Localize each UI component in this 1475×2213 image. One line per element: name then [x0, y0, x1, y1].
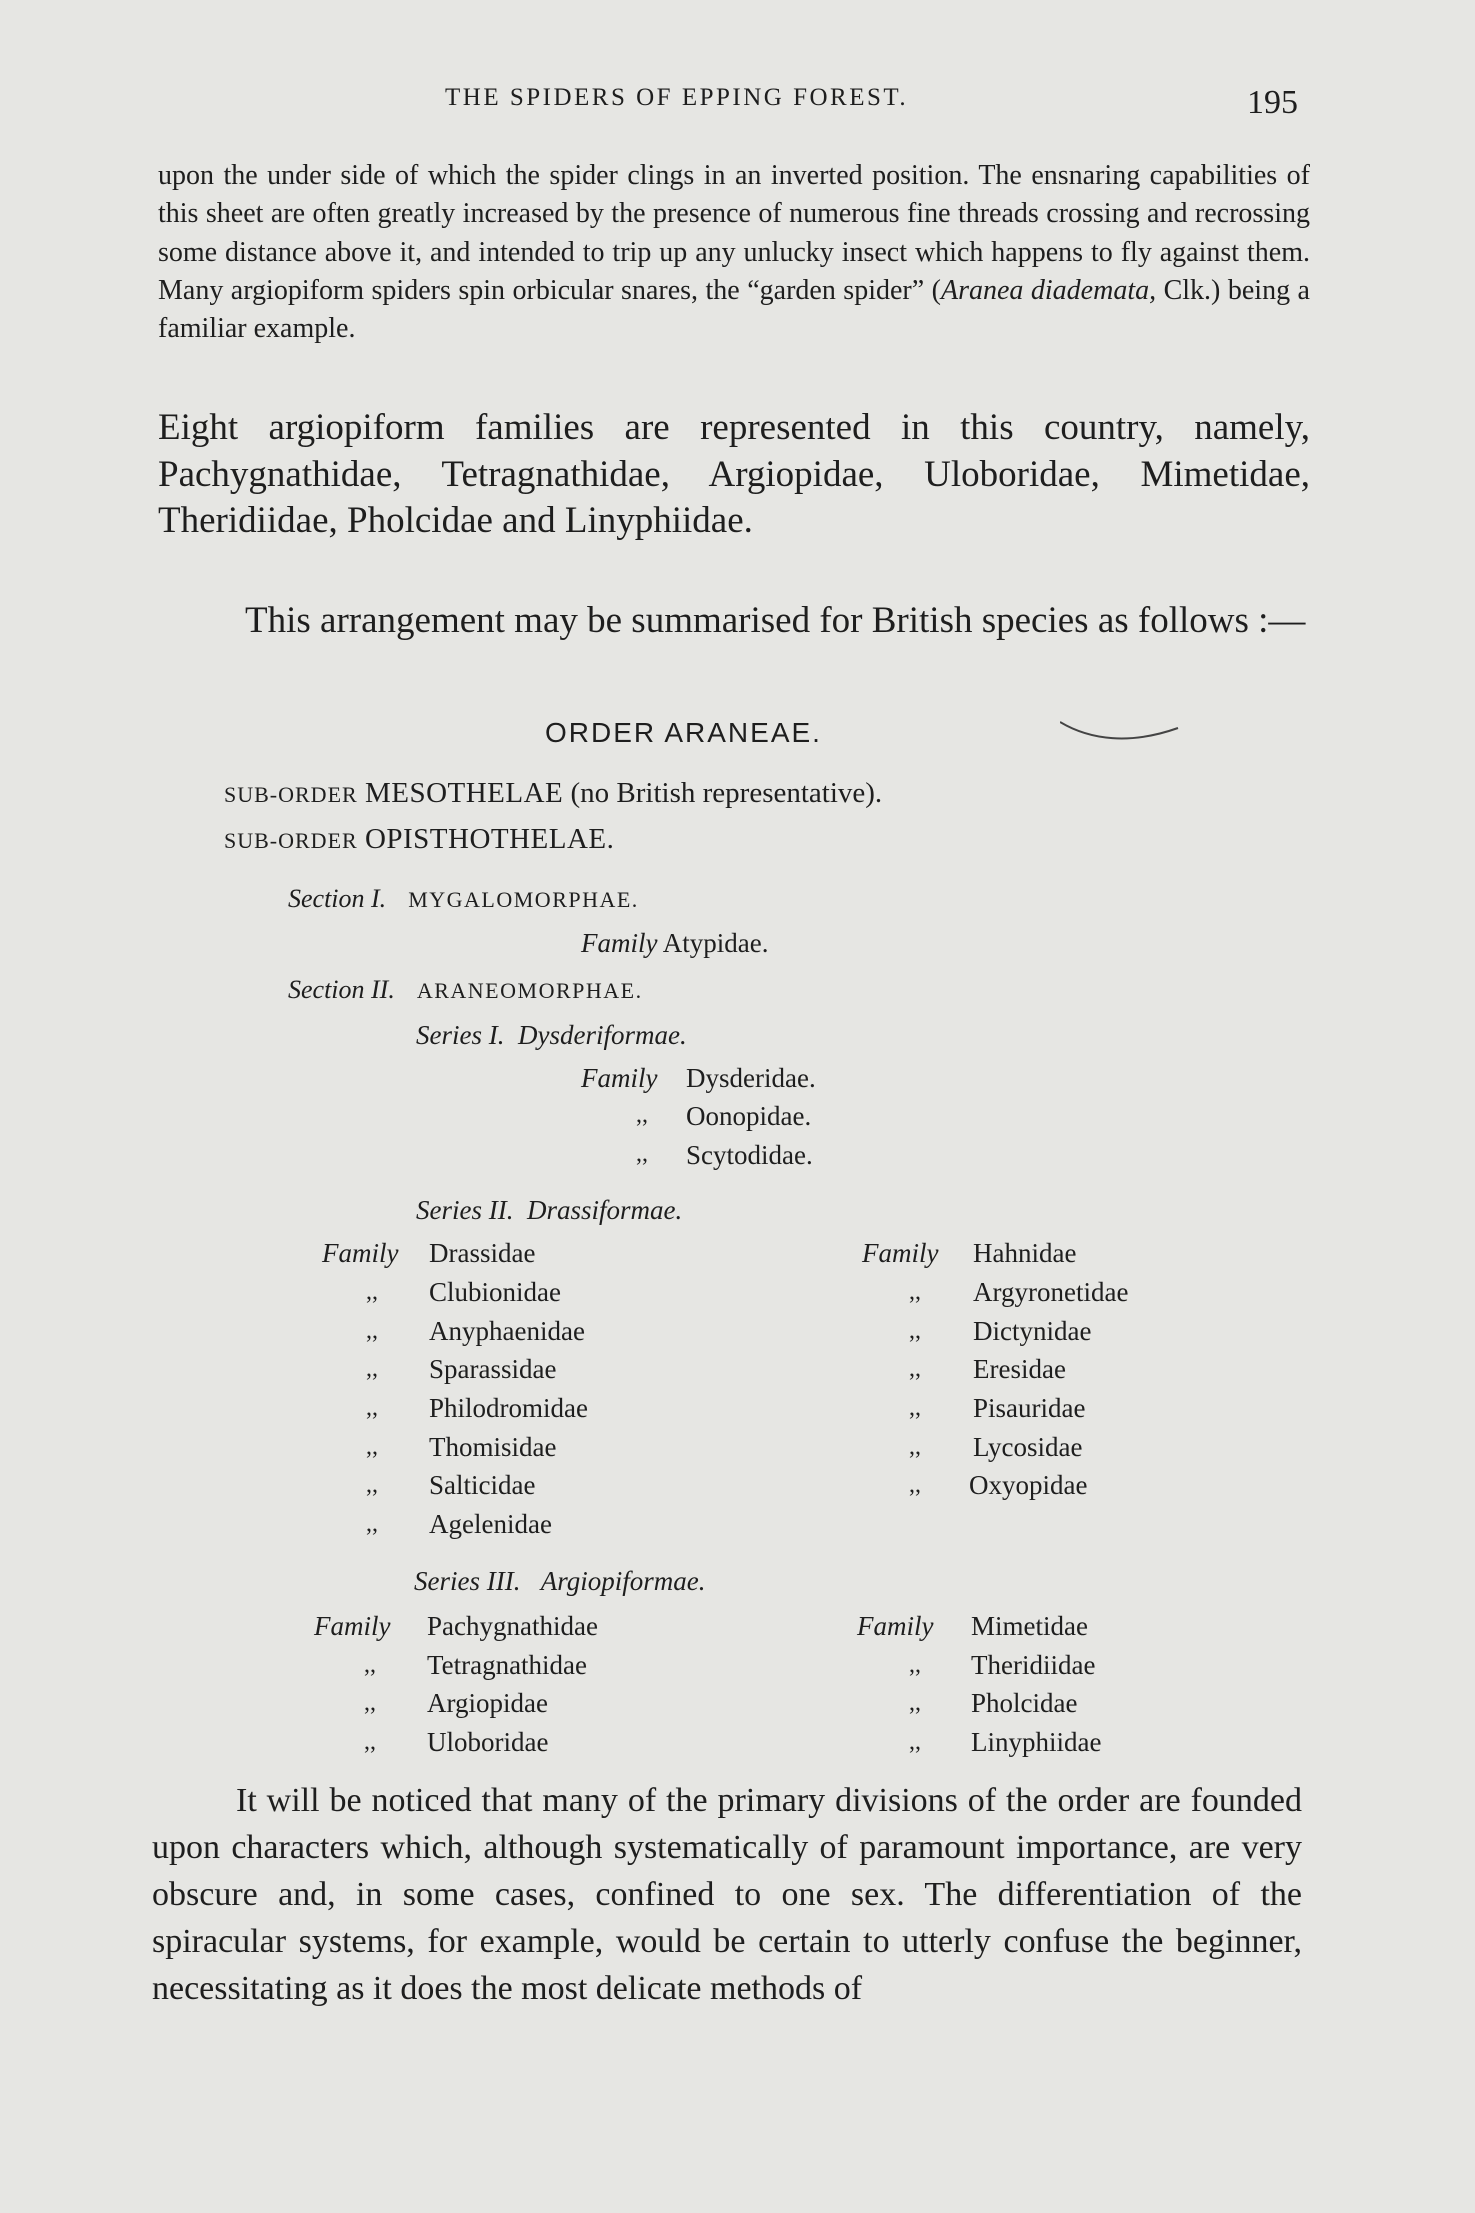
family-item: Lycosidae: [973, 1432, 1083, 1462]
family-item: Linyphiidae: [971, 1727, 1102, 1757]
family-item: Thomisidae: [429, 1432, 557, 1462]
ditto-mark: ,,: [909, 1395, 921, 1421]
paragraph-1: [158, 157, 1310, 348]
family-label: [857, 1611, 933, 1642]
family-item: Salticidae: [429, 1470, 536, 1500]
series-name: Dysderiformae.: [517, 1020, 687, 1050]
ditto-mark: ,,: [909, 1279, 921, 1305]
family-label: Family: [581, 928, 658, 958]
family-label: [314, 1611, 390, 1642]
family-atypidae: [581, 928, 768, 959]
ditto-mark: ,,: [909, 1318, 921, 1344]
ditto-mark: ,,: [366, 1472, 378, 1498]
ditto-mark: ,,: [366, 1511, 378, 1537]
family-item: Anyphaenidae: [429, 1316, 585, 1346]
ditto-mark: ,,: [909, 1356, 921, 1382]
ditto-mark: ,,: [909, 1472, 921, 1498]
family-item: Argyronetidae: [973, 1277, 1129, 1307]
series-1: [416, 1020, 687, 1051]
suborder-label: SUB-ORDER: [224, 782, 358, 807]
ditto-mark: ,,: [364, 1652, 376, 1678]
ditto-mark: ,,: [909, 1434, 921, 1460]
ditto-mark: ,,: [909, 1729, 921, 1755]
family-label: [862, 1238, 938, 1269]
family-item: Hahnidae: [973, 1238, 1077, 1268]
ditto-mark: ,,: [366, 1395, 378, 1421]
suborder-name: OPISTHOTHELAE.: [364, 823, 615, 855]
family-label: [322, 1238, 398, 1269]
paragraph-3: [158, 598, 1310, 644]
series-2: [416, 1195, 682, 1226]
suborder-1: [224, 777, 882, 810]
series-label: Series II.: [416, 1195, 514, 1225]
family-item: Oxyopidae: [969, 1470, 1088, 1500]
ditto-mark: ,,: [636, 1102, 648, 1128]
family-item: Uloboridae: [427, 1727, 549, 1757]
family-scytodidae: Scytodidae.: [686, 1140, 813, 1170]
family-item: Dictynidae: [973, 1316, 1092, 1346]
family-item: Pholcidae: [971, 1688, 1078, 1718]
family-item: Agelenidae: [429, 1509, 552, 1539]
family-item: Pisauridae: [973, 1393, 1086, 1423]
series-name: Argiopiformae.: [540, 1566, 706, 1596]
section-1: [288, 884, 639, 914]
section-name: MYGALOMORPHAE.: [408, 887, 639, 912]
ditto-mark: ,,: [364, 1729, 376, 1755]
series-name: Drassiformae.: [526, 1195, 683, 1225]
series-3: [414, 1566, 705, 1597]
running-head: THE SPIDERS OF EPPING FOREST.: [445, 84, 909, 111]
family-item: Eresidae: [973, 1354, 1066, 1384]
section-name: ARANEOMORPHAE.: [416, 978, 643, 1003]
ditto-mark: ,,: [909, 1652, 921, 1678]
ditto-mark: ,,: [366, 1356, 378, 1382]
suborder-2: [224, 823, 614, 856]
ditto-mark: ,,: [364, 1690, 376, 1716]
ditto-mark: ,,: [366, 1279, 378, 1305]
series-label: Series I.: [416, 1020, 505, 1050]
ink-stroke: [1060, 720, 1180, 750]
order-title: ORDER ARANEAE.: [545, 717, 822, 748]
family-item: Sparassidae: [429, 1354, 557, 1384]
suborder-note: (no British representative).: [570, 777, 883, 809]
family-label-text: Family: [862, 1238, 939, 1268]
section-2: [288, 975, 643, 1005]
series-label: Series III.: [414, 1566, 521, 1596]
ditto-mark: ,,: [636, 1141, 648, 1167]
paragraph-1-text: upon the under side of which the spider clings in an inverted position. The ensnaring capabilities of this sheet are often greatly increased by the presence of numerous fine threads crossing and recrossing some distance above it, and intended to trip up any unlucky insect which happens to fly against them. Many argiopiform spiders spin orbicular snares, the “garden spider” (: [158, 160, 1310, 306]
family-oonopidae: Oonopidae.: [686, 1101, 812, 1131]
paragraph-1-end: Clk.) being a familiar example.: [158, 274, 1310, 345]
suborder-name: MESOTHELAE: [364, 777, 564, 809]
family-label-row: [581, 1063, 657, 1094]
suborder-label: SUB-ORDER: [224, 828, 358, 853]
section-label: Section II.: [288, 975, 395, 1004]
family-item: Mimetidae: [971, 1611, 1088, 1641]
family-item: Clubionidae: [429, 1277, 561, 1307]
paragraph-2: Eight argiopiform families are represented in this country, namely, Pachygnathidae, Tetragnathidae, Argiopidae, Uloboridae, Mimetidae, Theridiidae, Pholcidae and Linyphiidae.: [158, 407, 1310, 541]
ditto-mark: ,,: [909, 1690, 921, 1716]
family-item: Pachygnathidae: [427, 1611, 598, 1641]
species-name: Aranea diademata,: [940, 274, 1157, 306]
family-label: Family: [581, 1063, 658, 1093]
family-item: Tetragnathidae: [427, 1650, 588, 1680]
section-label: Section I.: [288, 884, 387, 913]
family-label-text: Family: [857, 1611, 934, 1641]
family-label-text: Family: [314, 1611, 391, 1641]
family-label-text: Family: [322, 1238, 399, 1268]
family-item: Philodromidae: [429, 1393, 588, 1423]
family-item: Argiopidae: [427, 1688, 548, 1718]
family-name: Atypidae.: [662, 928, 769, 958]
family-dysderidae: Dysderidae.: [686, 1063, 816, 1093]
paragraph-4: [152, 1777, 1302, 2012]
family-item: Theridiidae: [971, 1650, 1096, 1680]
family-item: Drassidae: [429, 1238, 536, 1268]
ditto-mark: ,,: [366, 1318, 378, 1344]
paragraph-4-text: It will be noticed that many of the primary divisions of the order are founded upon characters which, although systematically of paramount importance, are very obscure and, in some cases, confined to one sex. The differentiation of the spiracular systems, for example, would be certain to utterly confuse the beginner, necessitating as it does the most delicate methods of: [152, 1782, 1302, 2007]
page-number: 195: [1247, 84, 1298, 121]
ditto-mark: ,,: [366, 1434, 378, 1460]
paragraph-3-text: This arrangement may be summarised for British species as follows :—: [245, 600, 1306, 641]
